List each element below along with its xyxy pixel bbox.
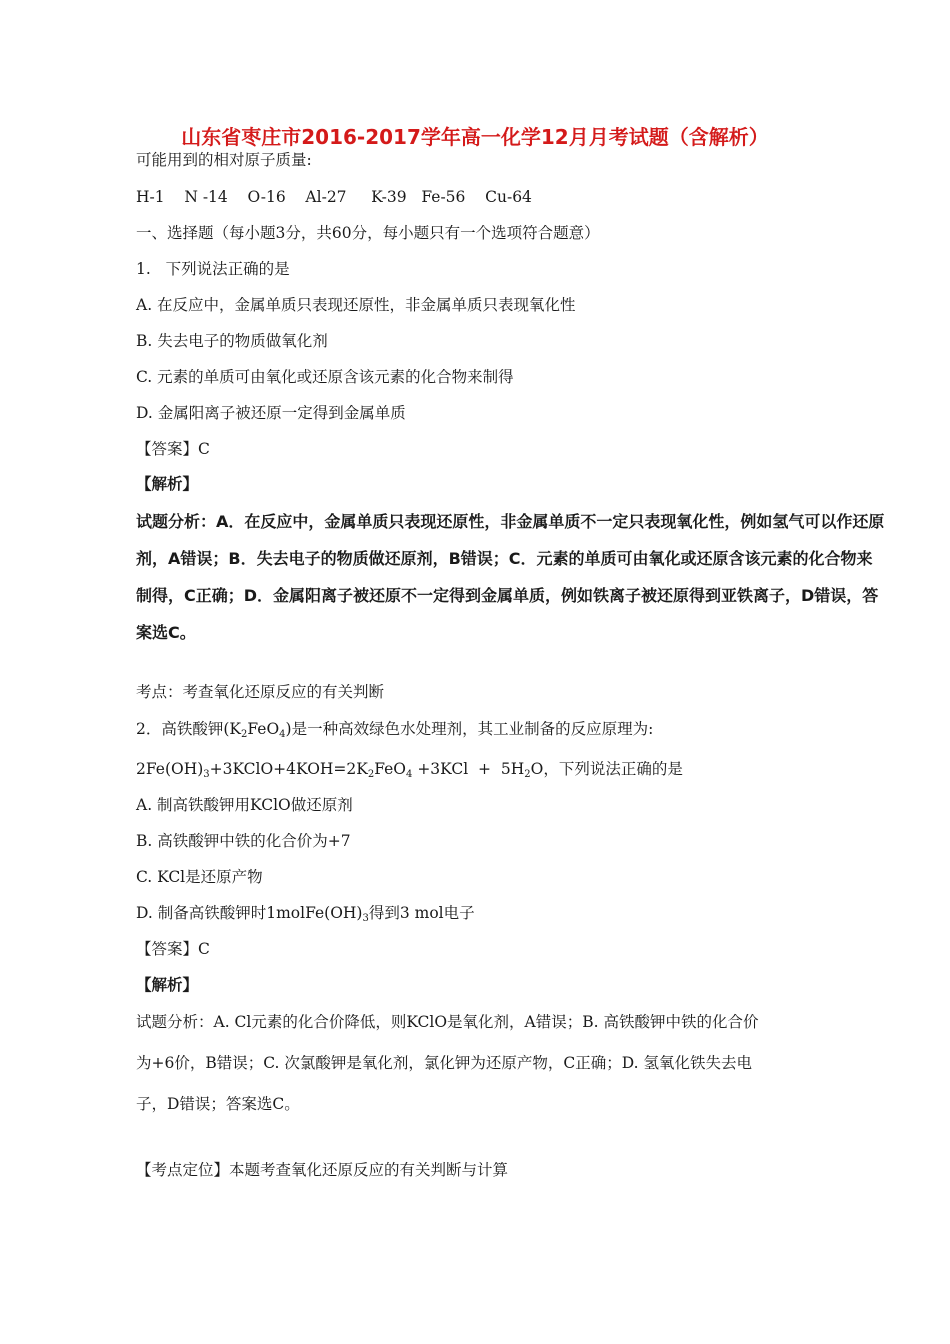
subscript: 2 bbox=[524, 769, 531, 780]
q2-option-a: A. 制高铁酸钾用KClO做还原剂 bbox=[136, 796, 353, 814]
q2-answer: 【答案】C bbox=[136, 940, 210, 958]
q2-analysis-line: 子，D错误；答案选C。 bbox=[136, 1095, 300, 1113]
q1-answer: 【答案】C bbox=[136, 440, 210, 458]
q2-analysis-line: 为+6价，B错误；C. 次氯酸钾是氧化剂，氯化钾为还原产物，C正确；D. 氢氧化铁失去电 bbox=[136, 1054, 752, 1072]
q2-analysis-label: 【解析】 bbox=[136, 975, 199, 994]
subscript: 4 bbox=[279, 729, 286, 740]
q1-analysis-line: 制得，C正确；D．金属阳离子被还原不一定得到金属单质，例如铁离子被还原得到亚铁离子，D错误，答 bbox=[136, 586, 879, 605]
q1-analysis-label: 【解析】 bbox=[136, 474, 199, 493]
subscript: 3 bbox=[362, 913, 369, 924]
option-part: D. 制备高铁酸钾时1molFe(OH) bbox=[136, 904, 363, 922]
equation-part: +3KCl + 5H bbox=[412, 760, 525, 778]
masses-label: 可能用到的相对原子质量: bbox=[136, 151, 312, 169]
q2-stem bbox=[136, 719, 653, 739]
subscript: 4 bbox=[406, 769, 413, 780]
q2-option-b: B. 高铁酸钾中铁的化合价为+7 bbox=[136, 832, 351, 850]
equation-part: O，下列说法正确的是 bbox=[530, 760, 683, 778]
q2-stem-part: FeO bbox=[247, 720, 280, 738]
q1-analysis-line: 案选C。 bbox=[136, 623, 196, 642]
subscript: 3 bbox=[203, 769, 210, 780]
section-heading: 一、选择题（每小题3分，共60分，每小题只有一个选项符合题意） bbox=[136, 224, 600, 242]
equation-part: FeO bbox=[374, 760, 407, 778]
option-part: 得到3 mol电子 bbox=[368, 904, 475, 922]
subscript: 2 bbox=[241, 729, 248, 740]
q2-analysis-line: 试题分析：A. Cl元素的化合价降低，则KClO是氧化剂，A错误；B. 高铁酸钾中铁的化合价 bbox=[136, 1013, 759, 1031]
subscript: 2 bbox=[367, 769, 375, 780]
q1-kaodian: 考点：考查氧化还原反应的有关判断 bbox=[136, 683, 385, 701]
q1-stem: 1. 下列说法正确的是 bbox=[136, 260, 290, 278]
q1-option-c: C. 元素的单质可由氧化或还原含该元素的化合物来制得 bbox=[136, 368, 514, 386]
q2-kaodian: 【考点定位】本题考查氧化还原反应的有关判断与计算 bbox=[136, 1161, 509, 1179]
q2-option-d bbox=[136, 903, 475, 923]
q2-option-c: C. KCl是还原产物 bbox=[136, 868, 263, 886]
equation-part: 2Fe(OH) bbox=[136, 760, 204, 778]
atomic-masses: H-1 N -14 O-16 Al-27 K-39 Fe-56 Cu-64 bbox=[136, 188, 532, 206]
q1-option-d: D. 金属阳离子被还原一定得到金属单质 bbox=[136, 404, 406, 422]
q2-stem-part: )是一种高效绿色水处理剂，其工业制备的反应原理为: bbox=[285, 720, 654, 738]
q1-analysis-line: 剂，A错误；B．失去电子的物质做还原剂，B错误；C．元素的单质可由氧化或还原含该元素的化合物来 bbox=[136, 549, 873, 568]
q1-option-b: B. 失去电子的物质做氧化剂 bbox=[136, 332, 328, 350]
q2-equation bbox=[136, 759, 683, 779]
document-title: 山东省枣庄市2016-2017学年高一化学12月月考试题（含解析） bbox=[181, 125, 769, 149]
q1-option-a: A. 在反应中，金属单质只表现还原性，非金属单质只表现氧化性 bbox=[136, 296, 576, 314]
equation-part: +3KClO+4KOH=2K bbox=[209, 760, 368, 778]
q2-stem-part: 2．高铁酸钾(K bbox=[136, 720, 241, 738]
q1-analysis-line: 试题分析：A．在反应中，金属单质只表现还原性，非金属单质不一定只表现氧化性，例如氢气可以作还原 bbox=[136, 512, 885, 531]
